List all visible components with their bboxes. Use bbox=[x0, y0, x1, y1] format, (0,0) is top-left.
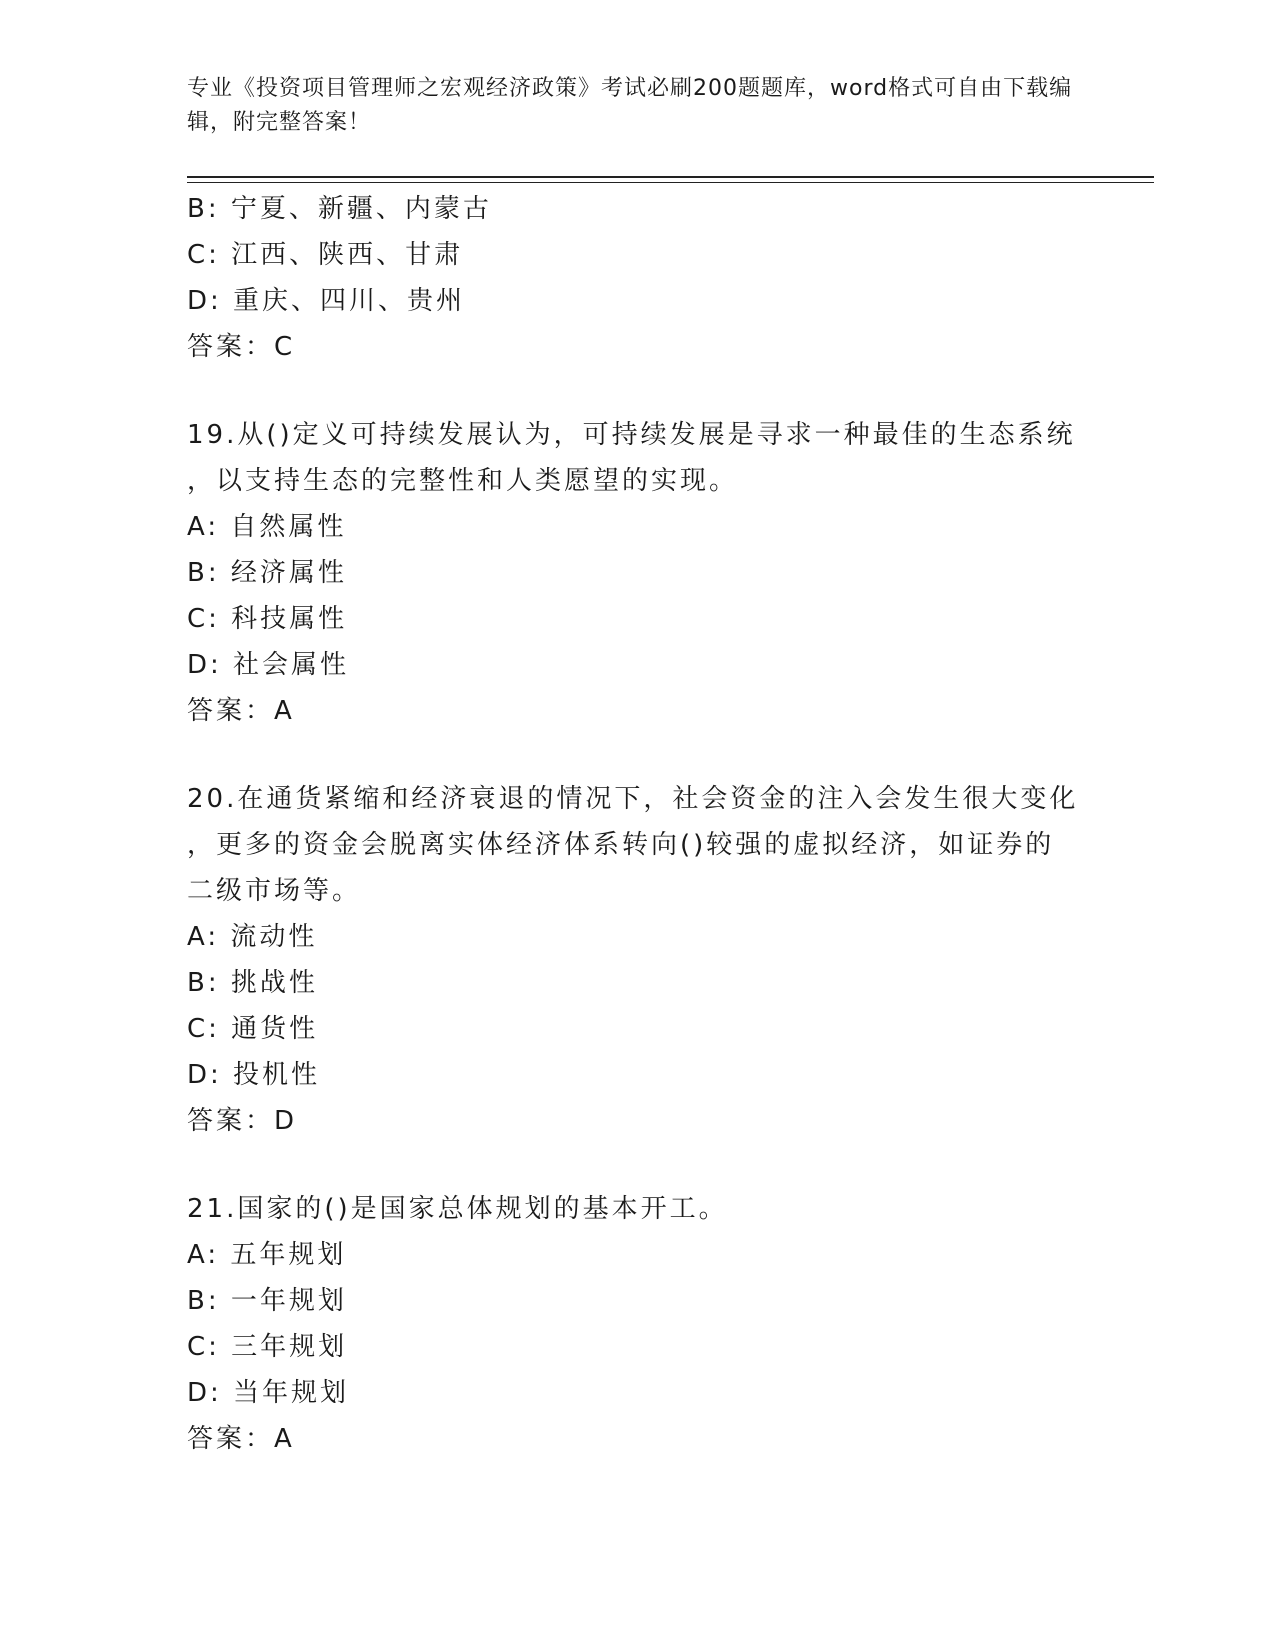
question-21 bbox=[187, 1186, 1087, 1462]
option-a: A: 自然属性 bbox=[187, 512, 347, 542]
answer: 答案：A bbox=[187, 696, 295, 726]
question-stem: ，更多的资金会脱离实体经济体系转向()较强的虚拟经济，如证券的 bbox=[187, 830, 1055, 860]
option-c: C: 三年规划 bbox=[187, 1332, 348, 1362]
question-stem: 21.国家的()是国家总体规划的基本开工。 bbox=[187, 1194, 728, 1224]
header-divider-thin bbox=[187, 182, 1154, 183]
question-stem: 19.从()定义可持续发展认为，可持续发展是寻求一种最佳的生态系统 bbox=[187, 420, 1076, 450]
question-20 bbox=[187, 776, 1087, 1144]
question-stem: ，以支持生态的完整性和人类愿望的实现。 bbox=[187, 466, 739, 496]
option-c: C: 通货性 bbox=[187, 1014, 319, 1044]
document-header: 专业《投资项目管理师之宏观经济政策》考试必刷200题题库，word格式可自由下载编辑，附完整答案！ bbox=[187, 76, 1073, 135]
option-d: D: 重庆、四川、贵州 bbox=[187, 286, 466, 316]
option-c: C: 科技属性 bbox=[187, 604, 348, 634]
option-d: D: 当年规划 bbox=[187, 1378, 350, 1408]
option-d: D: 社会属性 bbox=[187, 650, 350, 680]
option-c: C: 江西、陕西、甘肃 bbox=[187, 240, 464, 270]
option-b: B: 宁夏、新疆、内蒙古 bbox=[187, 194, 492, 224]
answer: 答案：C bbox=[187, 332, 296, 362]
question-stem: 二级市场等。 bbox=[187, 876, 362, 906]
answer: 答案：A bbox=[187, 1424, 295, 1454]
question-stem: 20.在通货紧缩和经济衰退的情况下，社会资金的注入会发生很大变化 bbox=[187, 784, 1079, 814]
question-19 bbox=[187, 412, 1087, 734]
option-b: B: 一年规划 bbox=[187, 1286, 347, 1316]
question-list bbox=[187, 186, 1087, 1462]
option-b: B: 挑战性 bbox=[187, 968, 318, 998]
answer: 答案：D bbox=[187, 1106, 298, 1136]
option-a: A: 流动性 bbox=[187, 922, 318, 952]
option-d: D: 投机性 bbox=[187, 1060, 321, 1090]
option-a: A: 五年规划 bbox=[187, 1240, 347, 1270]
question-18-continued bbox=[187, 186, 1087, 370]
option-b: B: 经济属性 bbox=[187, 558, 347, 588]
header-divider-thick bbox=[187, 176, 1154, 178]
